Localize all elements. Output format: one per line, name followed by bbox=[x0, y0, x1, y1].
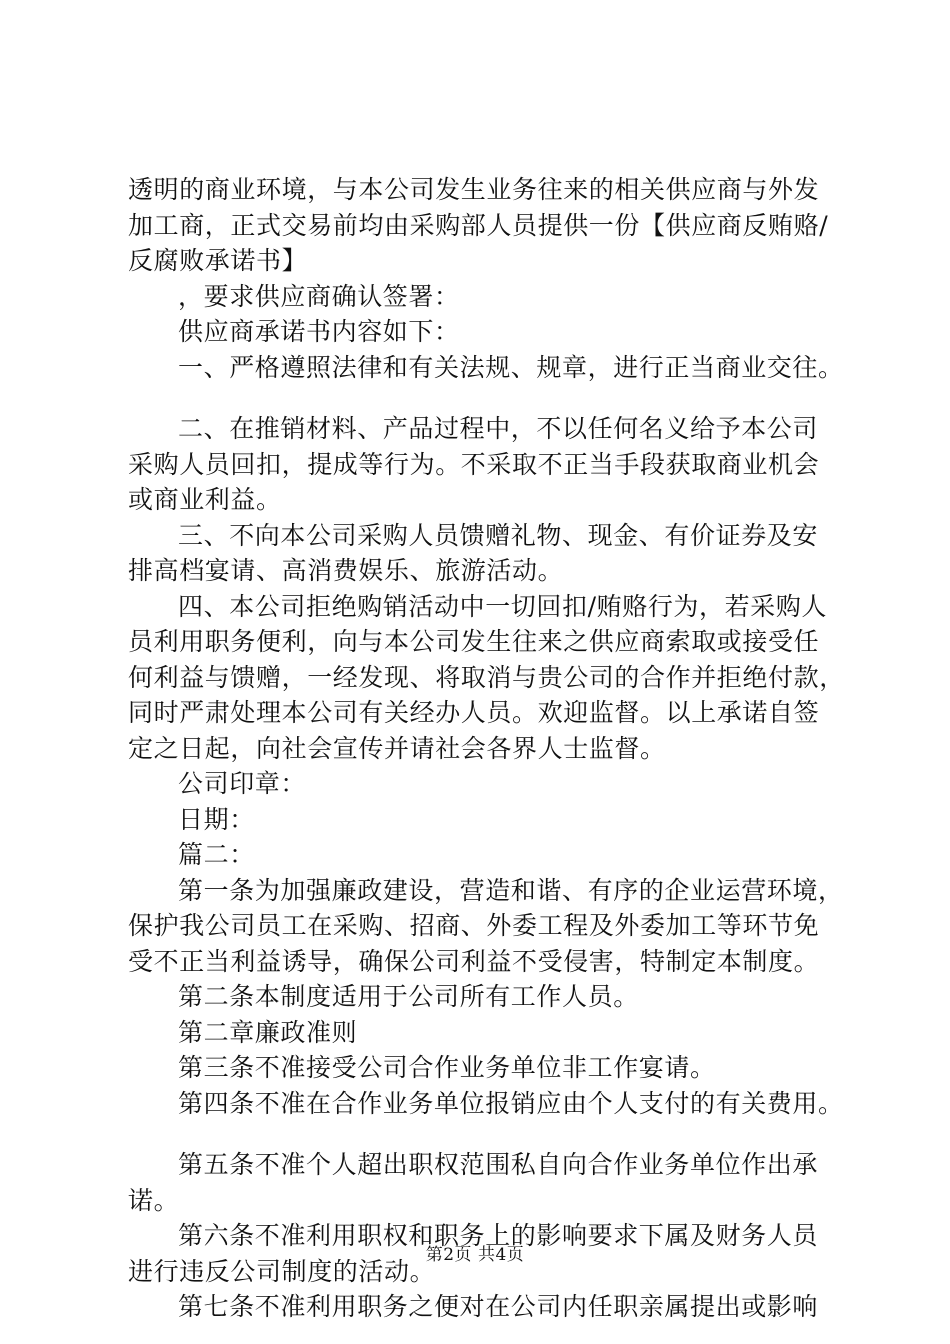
blank-line bbox=[128, 1121, 850, 1147]
text-line: 三、不向本公司采购人员馈赠礼物、现金、有价证券及安 bbox=[178, 520, 819, 550]
text-line: 四、本公司拒绝购销活动中一切回扣/贿赂行为，若采购人 bbox=[178, 591, 828, 621]
text-line: 排高档宴请、高消费娱乐、旅游活动。 bbox=[128, 556, 564, 585]
text-line: 员利用职务便利，向与本公司发生往来之供应商索取或接受任 bbox=[128, 627, 820, 656]
text-line: 篇二： bbox=[178, 840, 255, 869]
text-line: 定之日起，向社会宣传并请社会各界人士监督。 bbox=[128, 733, 666, 763]
text-line: 反腐败承诺书】 bbox=[128, 246, 308, 275]
document-body bbox=[128, 172, 850, 1325]
text-line: 第七条不准利用职务之便对在公司内任职亲属提出或影响 bbox=[178, 1292, 819, 1321]
text-line: 第五条不准个人超出职权范围私自向合作业务单位作出承 bbox=[178, 1150, 819, 1179]
text-line: 采购人员回扣，提成等行为。不采取不正当手段获取商业机会 bbox=[128, 449, 820, 479]
page-footer: 第2页 共4页 bbox=[425, 1245, 525, 1265]
text-line: 何利益与馈赠，一经发现、将取消与贵公司的合作并拒绝付款， bbox=[128, 662, 845, 692]
text-line: ，要求供应商确认签署： bbox=[178, 281, 460, 311]
text-line: 或商业利益。 bbox=[128, 485, 282, 514]
text-line: 同时严肃处理本公司有关经办人员。欢迎监督。以上承诺自签 bbox=[128, 698, 820, 727]
blank-line bbox=[128, 385, 850, 411]
text-line: 第四条不准在合作业务单位报销应由个人支付的有关费用。 bbox=[178, 1088, 844, 1118]
text-line: 二、在推销材料、产品过程中，不以任何名义给予本公司 bbox=[178, 414, 819, 443]
text-line: 第三条不准接受公司合作业务单位非工作宴请。 bbox=[178, 1053, 716, 1082]
text-line: 第一条为加强廉政建设，营造和谐、有序的企业运营环境， bbox=[178, 875, 844, 905]
text-line: 第二章廉政准则 bbox=[178, 1017, 358, 1047]
text-line: 透明的商业环境，与本公司发生业务往来的相关供应商与外发 bbox=[128, 175, 820, 204]
text-line: 受不正当利益诱导，确保公司利益不受侵害，特制定本制度。 bbox=[128, 946, 820, 976]
text-line: 进行违反公司制度的活动。 bbox=[128, 1256, 436, 1286]
text-line: 保护我公司员工在采购、招商、外委工程及外委加工等环节免 bbox=[128, 911, 820, 940]
text-line: 诺。 bbox=[128, 1185, 180, 1215]
text-line: 供应商承诺书内容如下： bbox=[178, 317, 460, 346]
text-line: 第六条不准利用职权和职务上的影响要求下属及财务人员 bbox=[178, 1221, 819, 1250]
text-line: 日期： bbox=[178, 804, 255, 834]
text-line: 公司印章： bbox=[178, 769, 307, 798]
text-line: 一、严格遵照法律和有关法规、规章，进行正当商业交往。 bbox=[178, 352, 844, 382]
text-line: 第二条本制度适用于公司所有工作人员。 bbox=[178, 982, 639, 1011]
text-line: 加工商，正式交易前均由采购部人员提供一份【供应商反贿赂/ bbox=[128, 210, 829, 240]
